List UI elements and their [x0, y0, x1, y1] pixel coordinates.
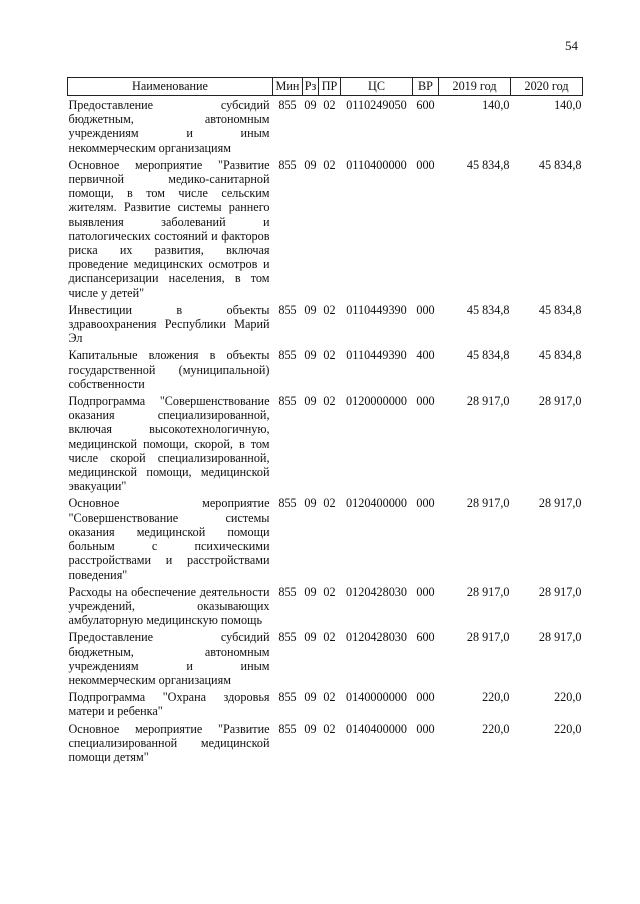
row-min: 855: [278, 721, 297, 736]
row-vr: 600: [416, 98, 435, 112]
row-cs: 0110400000: [346, 157, 407, 172]
table-row: [68, 630, 583, 690]
row-min: 855: [278, 584, 297, 599]
row-2019: 28 917,0: [466, 630, 510, 645]
row-cs: 0140000000: [346, 690, 407, 705]
row-pr: 02: [323, 302, 336, 317]
row-cs: 0110449390: [346, 348, 407, 363]
row-vr: 000: [416, 157, 435, 172]
row-pr: 02: [323, 721, 336, 736]
row-name: Подпрограмма "Совершенствование оказания специализированной, включая высокотехнологичную, медицинской помощи, скорой, в том числе скорой специализированной, медицинской помощи, медицинской эвакуации": [68, 394, 270, 494]
row-2020: 140,0: [554, 98, 582, 112]
row-2020: 220,0: [554, 721, 582, 736]
table-row: [68, 348, 583, 394]
row-2020: 45 834,8: [538, 157, 582, 172]
row-pr: 02: [323, 584, 336, 599]
row-name: Предоставление субсидий бюджетным, автономным учреждениям и иным некоммерческим организациям: [68, 98, 270, 155]
page-number: 54: [565, 38, 578, 53]
row-name: Основное мероприятие "Совершенствование системы оказания медицинской помощи больным с психическими расстройствами и расстройствами поведения": [68, 496, 270, 582]
row-min: 855: [278, 690, 297, 705]
row-vr: 000: [416, 394, 435, 409]
row-name: Расходы на обеспечение деятельности учреждений, оказывающих амбулаторную медицинскую помощь: [68, 584, 270, 628]
row-pr: 02: [323, 630, 336, 645]
row-pr: 02: [323, 157, 336, 172]
budget-table: [67, 77, 583, 767]
header-2019: 2019 год: [439, 78, 511, 96]
row-min: 855: [278, 496, 297, 511]
table-row: [68, 690, 583, 721]
row-min: 855: [278, 394, 297, 409]
row-2019: 220,0: [482, 721, 510, 736]
header-name: Наименование: [68, 78, 273, 96]
table-row: [68, 158, 583, 303]
header-cs: ЦС: [341, 78, 413, 96]
row-2020: 28 917,0: [538, 394, 582, 409]
row-cs: 0120428030: [346, 584, 407, 599]
table-row: [68, 496, 583, 584]
row-cs: 0120400000: [346, 496, 407, 511]
row-cs: 0140400000: [346, 721, 407, 736]
row-vr: 600: [416, 630, 435, 645]
row-vr: 400: [416, 348, 435, 363]
header-pr: ПР: [319, 78, 341, 96]
row-rz: 09: [304, 496, 317, 511]
row-2019: 28 917,0: [466, 584, 510, 599]
row-cs: 0110249050: [346, 98, 407, 112]
row-cs: 0120428030: [346, 630, 407, 645]
row-vr: 000: [416, 496, 435, 511]
row-name: Капитальные вложения в объекты государственной (муниципальной) собственности: [68, 348, 270, 391]
row-rz: 09: [304, 98, 317, 112]
row-name: Основное мероприятие "Развитие специализированной медицинской помощи детям": [68, 721, 270, 764]
row-cs: 0120000000: [346, 394, 407, 409]
table-row: [68, 303, 583, 349]
row-2019: 45 834,8: [466, 348, 510, 363]
table-header: [68, 78, 583, 96]
header-vr: ВР: [413, 78, 439, 96]
row-2020: 28 917,0: [538, 630, 582, 645]
row-min: 855: [278, 348, 297, 363]
row-rz: 09: [304, 584, 317, 599]
row-pr: 02: [323, 98, 336, 112]
row-vr: 000: [416, 302, 435, 317]
table-row: [68, 722, 583, 768]
row-rz: 09: [304, 348, 317, 363]
row-pr: 02: [323, 496, 336, 511]
row-2020: 28 917,0: [538, 584, 582, 599]
row-cs: 0110449390: [346, 302, 407, 317]
row-vr: 000: [416, 690, 435, 705]
row-name: Подпрограмма "Охрана здоровья матери и ребенка": [68, 690, 270, 719]
row-rz: 09: [304, 690, 317, 705]
row-rz: 09: [304, 721, 317, 736]
row-2019: 140,0: [482, 98, 510, 112]
row-2019: 45 834,8: [466, 302, 510, 317]
row-2020: 45 834,8: [538, 302, 582, 317]
table-row: [68, 585, 583, 631]
header-2020: 2020 год: [511, 78, 583, 96]
row-name: Инвестиции в объекты здравоохранения Республики Марий Эл: [68, 302, 270, 346]
row-rz: 09: [304, 302, 317, 317]
row-min: 855: [278, 630, 297, 645]
header-min: Мин: [273, 78, 303, 96]
row-min: 855: [278, 302, 297, 317]
row-name: Предоставление субсидий бюджетным, автономным учреждениям и иным некоммерческим организациям: [68, 630, 270, 687]
row-min: 855: [278, 98, 297, 112]
row-rz: 09: [304, 630, 317, 645]
row-2019: 45 834,8: [466, 157, 510, 172]
row-rz: 09: [304, 394, 317, 409]
row-2020: 45 834,8: [538, 348, 582, 363]
table-row: [68, 394, 583, 496]
row-rz: 09: [304, 157, 317, 172]
table-row: [68, 96, 583, 158]
row-2020: 28 917,0: [538, 496, 582, 511]
row-name: Основное мероприятие "Развитие первичной медико-санитарной помощи, в том числе сельским жителям. Развитие системы раннего выявления заболеваний и патологических состояний и факторов риска их развития, включая проведение медицинских осмотров и диспансеризации населения, в том числе у детей": [68, 157, 270, 300]
row-pr: 02: [323, 690, 336, 705]
row-vr: 000: [416, 584, 435, 599]
row-vr: 000: [416, 721, 435, 736]
row-2020: 220,0: [554, 690, 582, 705]
row-min: 855: [278, 157, 297, 172]
header-rz: Рз: [303, 78, 319, 96]
header-row: [68, 78, 583, 96]
row-pr: 02: [323, 348, 336, 363]
row-2019: 28 917,0: [466, 394, 510, 409]
table-body: [68, 96, 583, 768]
row-2019: 28 917,0: [466, 496, 510, 511]
row-2019: 220,0: [482, 690, 510, 705]
row-pr: 02: [323, 394, 336, 409]
